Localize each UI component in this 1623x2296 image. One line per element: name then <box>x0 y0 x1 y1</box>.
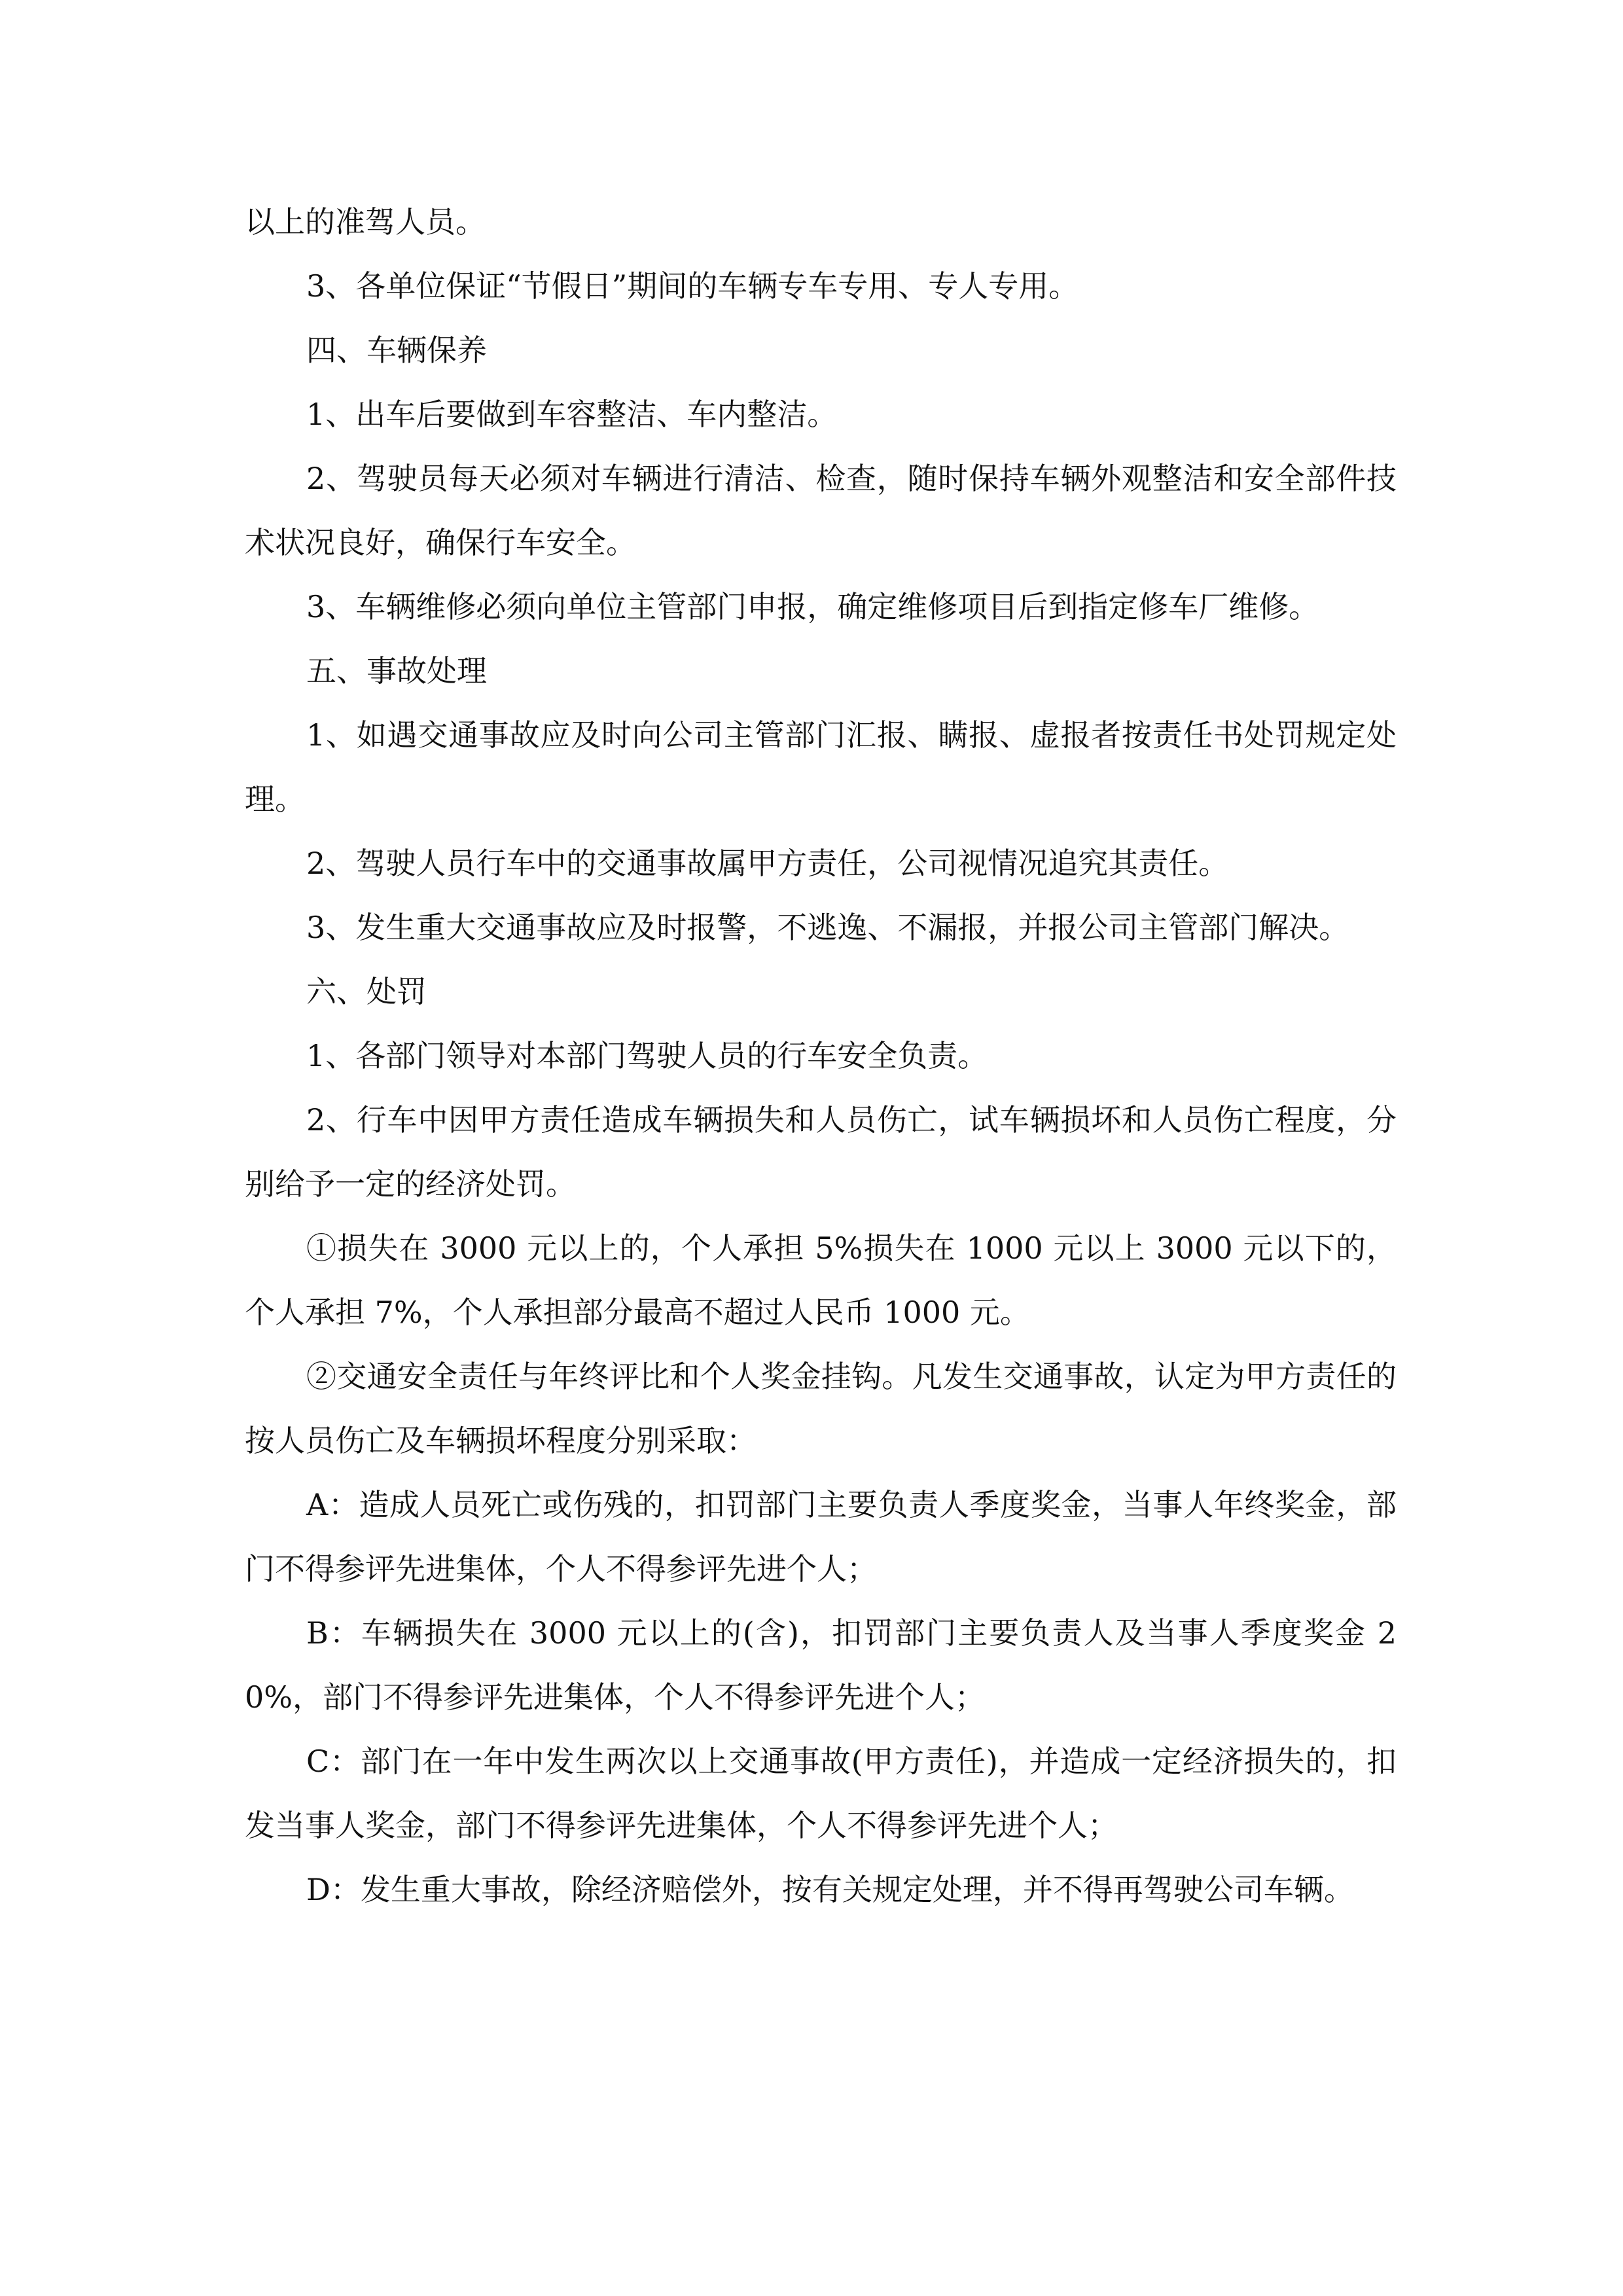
paragraph-9: 2、驾驶人员行车中的交通事故属甲方责任，公司视情况追究其责任。 <box>306 846 1229 881</box>
paragraph-14: ①损失在 3000 元以上的，个人承担 5%损失在 1000 元以上 3000 元以下的，个人承担 7%，个人承担部分最高不超过人民币 1000 元。 <box>245 1230 1397 1330</box>
section-heading-accident-handling: 五、事故处理 <box>306 653 487 689</box>
paragraph-18: C：部门在一年中发生两次以上交通事故(甲方责任)，并造成一定经济损失的，扣发当事人奖金，部门不得参评先进集体，个人不得参评先进个人； <box>245 1744 1397 1843</box>
paragraph-2: 3、各单位保证“节假日”期间的车辆专车专用、专人专用。 <box>306 268 1079 304</box>
paragraph-15: ②交通安全责任与年终评比和个人奖金挂钩。凡发生交通事故，认定为甲方责任的按人员伤亡及车辆损坏程度分别采取： <box>245 1359 1397 1458</box>
paragraph-8: 1、如遇交通事故应及时向公司主管部门汇报、瞒报、虚报者按责任书处罚规定处理。 <box>245 717 1397 817</box>
paragraph-19: D：发生重大事故，除经济赔偿外，按有关规定处理，并不得再驾驶公司车辆。 <box>306 1872 1354 1907</box>
paragraph-4: 1、出车后要做到车容整洁、车内整洁。 <box>306 397 838 432</box>
paragraph-10: 3、发生重大交通事故应及时报警，不逃逸、不漏报，并报公司主管部门解决。 <box>306 910 1349 945</box>
document-body <box>245 190 1397 1922</box>
paragraph-1: 以上的准驾人员。 <box>245 204 486 240</box>
paragraph-5: 2、驾驶员每天必须对车辆进行清洁、检查，随时保持车辆外观整洁和安全部件技术状况良好，确保行车安全。 <box>245 461 1397 560</box>
paragraph-6: 3、车辆维修必须向单位主管部门申报，确定维修项目后到指定修车厂维修。 <box>306 589 1319 624</box>
paragraph-12: 1、各部门领导对本部门驾驶人员的行车安全负责。 <box>306 1038 988 1073</box>
paragraph-17: B：车辆损失在 3000 元以上的(含)，扣罚部门主要负责人及当事人季度奖金 20%，部门不得参评先进集体，个人不得参评先进个人； <box>245 1615 1397 1715</box>
paragraph-16: A：造成人员死亡或伤残的，扣罚部门主要负责人季度奖金，当事人年终奖金，部门不得参评先进集体，个人不得参评先进个人； <box>245 1487 1397 1587</box>
section-heading-vehicle-maintenance: 四、车辆保养 <box>306 332 487 368</box>
section-heading-penalties: 六、处罚 <box>306 974 427 1009</box>
paragraph-13: 2、行车中因甲方责任造成车辆损失和人员伤亡，试车辆损坏和人员伤亡程度，分别给予一定的经济处罚。 <box>245 1102 1397 1202</box>
